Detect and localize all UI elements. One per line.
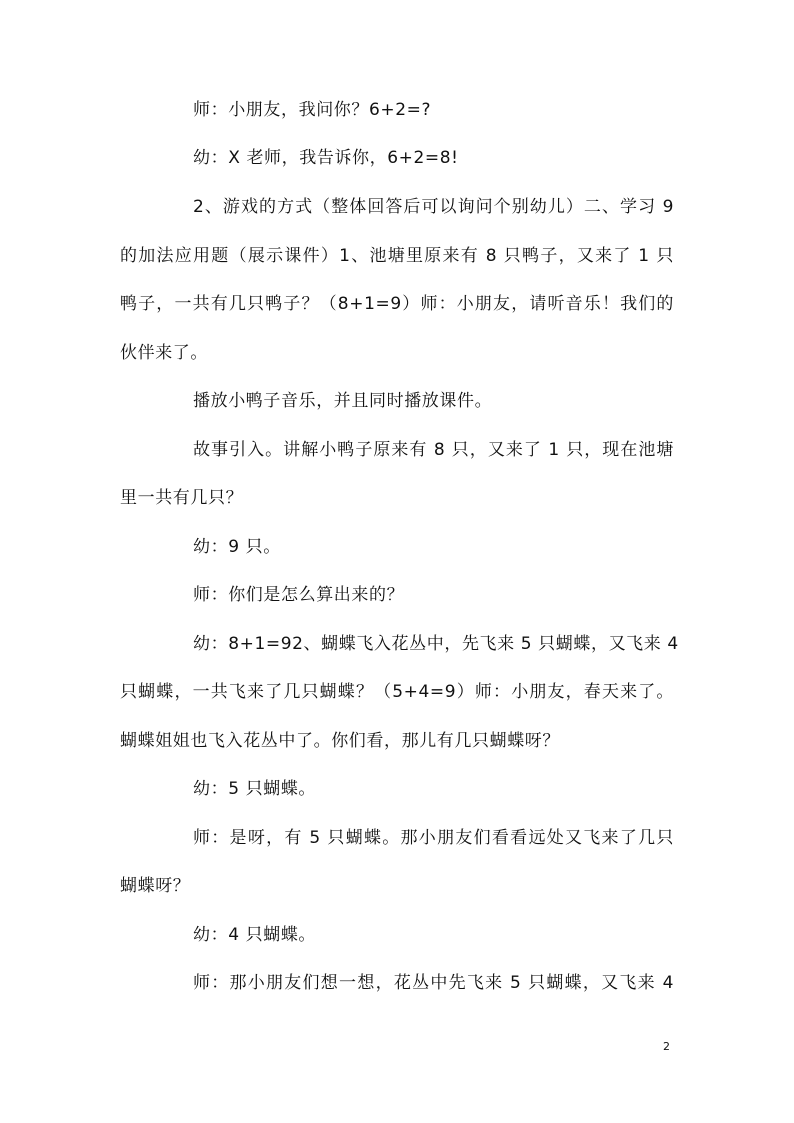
text-line: 幼：5 只蝴蝶。	[193, 779, 317, 799]
text-line: 幼：9 只。	[193, 537, 281, 557]
text-line: 里一共有几只？	[120, 488, 244, 508]
text-line: 播放小鸭子音乐，并且同时播放课件。	[193, 391, 493, 411]
text-line: 幼：X 老师，我告诉你，6+2=8!	[193, 148, 459, 168]
text-line: 鸭子，一共有几只鸭子？（8+1=9）师：小朋友，请听音乐！我们的	[120, 294, 674, 314]
text-line: 师：那小朋友们想一想，花丛中先飞来 5 只蝴蝶，又飞来 4	[193, 973, 674, 993]
text-line: 只蝴蝶，一共飞来了几只蝴蝶？（5+4=9）师：小朋友，春天来了。	[120, 682, 674, 702]
text-line: 伙伴来了。	[120, 343, 208, 363]
text-line: 幼：4 只蝴蝶。	[193, 925, 317, 945]
text-line: 蝴蝶呀？	[120, 876, 191, 896]
text-line: 故事引入。讲解小鸭子原来有 8 只，又来了 1 只，现在池塘	[193, 440, 674, 460]
text-line: 2、游戏的方式（整体回答后可以询问个别幼儿）二、学习 9	[193, 197, 674, 217]
text-line: 师：你们是怎么算出来的？	[193, 585, 405, 605]
page-number: 2	[663, 1040, 670, 1053]
text-line: 的加法应用题（展示课件）1、池塘里原来有 8 只鸭子，又来了 1 只	[120, 246, 674, 266]
text-line: 师：是呀，有 5 只蝴蝶。那小朋友们看看远处又飞来了几只	[193, 828, 674, 848]
text-line: 幼：8+1=92、蝴蝶飞入花丛中，先飞来 5 只蝴蝶，又飞来 4	[193, 634, 679, 654]
text-line: 蝴蝶姐姐也飞入花丛中了。你们看，那儿有几只蝴蝶呀？	[120, 731, 560, 751]
text-line: 师：小朋友，我问你？6+2=?	[193, 100, 432, 120]
